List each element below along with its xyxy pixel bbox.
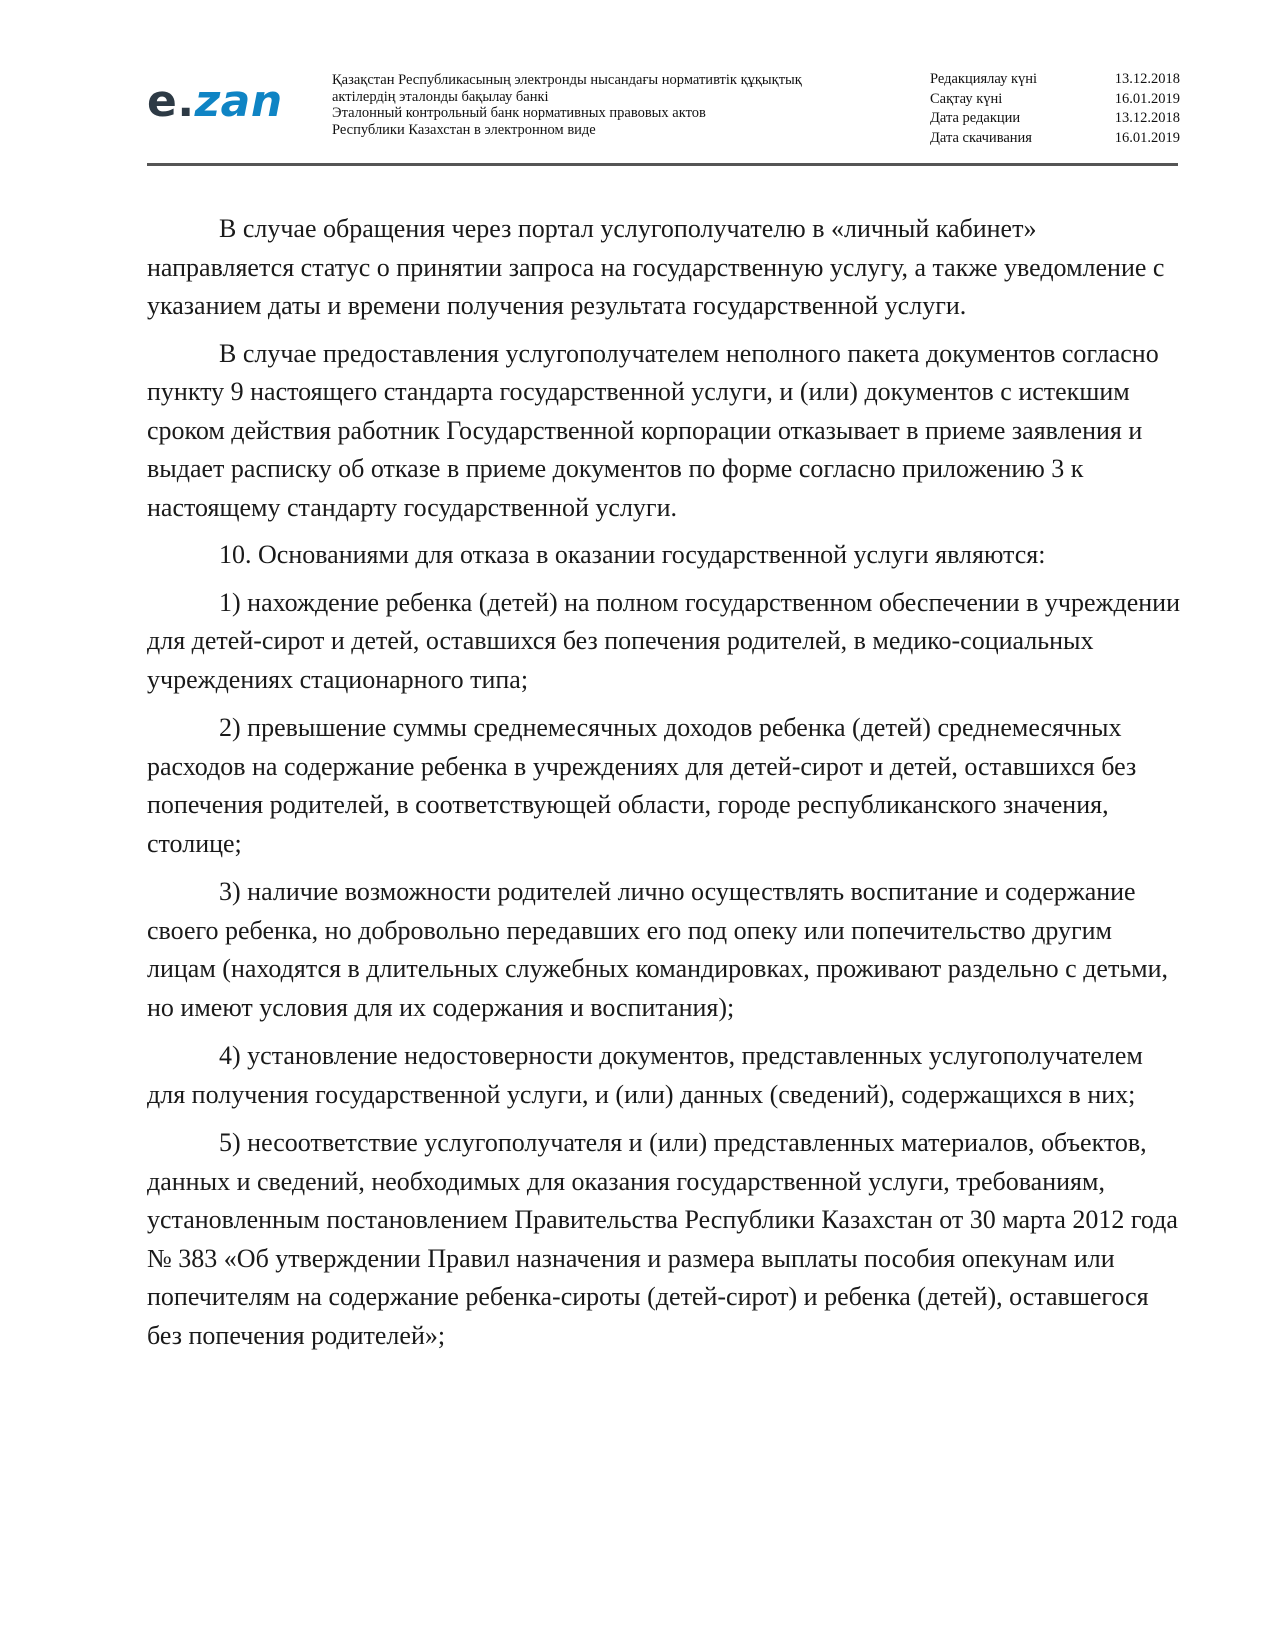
logo-dot: . xyxy=(177,76,195,127)
meta-row-download-date-ru xyxy=(930,129,1180,149)
header-description xyxy=(332,72,892,138)
header-description-line: Эталонный контрольный банк нормативных правовых актов xyxy=(332,105,706,121)
header-description-line: Республики Казахстан в электронном виде xyxy=(332,121,596,138)
meta-value: 13.12.2018 xyxy=(1114,71,1180,87)
header-description-line: актілердің эталонды бақылау банкі xyxy=(332,88,549,105)
meta-label: Дата редакции xyxy=(930,110,1021,126)
body-paragraph: 2) превышение суммы среднемесячных доходов ребенка (детей) среднемесячных расходов на содержание ребенка в учреждениях для детей-сирот и детей, оставшихся без попечения родителей, в соответствующей области, городе республиканского значения, столице; xyxy=(147,713,1137,858)
ezan-logo xyxy=(147,76,283,127)
page-header xyxy=(147,68,1180,164)
body-paragraph: 1) нахождение ребенка (детей) на полном государственном обеспечении в учреждении для детей-сирот и детей, оставшихся без попечения родителей, в медико-социальных учреждениях стационарного типа; xyxy=(147,587,1180,694)
header-meta xyxy=(930,70,1180,148)
logo-part-zan: zan xyxy=(194,76,283,127)
meta-label: Дата скачивания xyxy=(930,129,1032,146)
meta-row-edit-date-kz xyxy=(930,70,1180,90)
body-paragraph: 5) несоответствие услугополучателя и (или) представленных материалов, объектов, данных и сведений, необходимых для оказания государственной услуги, требованиям, установленным постановлением Правительства Республики Казахстан от 30 марта 2012 года № 383 «Об утверждении Правил назначения и размера выплаты пособия опекунам или попечителям на содержание ребенка-сироты (детей-сирот) и ребенка (детей), оставшегося без попечения родителей»; xyxy=(147,1128,1178,1350)
document-body xyxy=(147,210,1182,1355)
body-paragraph: 3) наличие возможности родителей лично осуществлять воспитание и содержание своего ребенка, но добровольно передавших его под опеку или попечительство другим лицам (находятся в длительных служебных командировках, проживают раздельно с детьми, но имеют условия для их содержания и воспитания); xyxy=(147,877,1169,1022)
meta-label: Редакциялау күні xyxy=(930,71,1038,87)
header-description-line: Қазақстан Республикасының электронды нысандағы нормативтік құқықтық xyxy=(332,72,802,88)
body-paragraph: В случае предоставления услугополучателем неполного пакета документов согласно пункту 9 настоящего стандарта государственной услуги, и (или) документов с истекшим сроком действия работник Государственной корпорации отказывает в приеме заявления и выдает расписку об отказе в приеме документов по форме согласно приложению 3 к настоящему стандарту государственной услуги. xyxy=(147,338,1159,522)
body-paragraph: В случае обращения через портал услугополучателю в «личный кабинет» направляется статус о принятии запроса на государственную услугу, а также уведомление с указанием даты и времени получения результата государственной услуги. xyxy=(147,214,1165,320)
meta-value: 13.12.2018 xyxy=(1114,110,1180,126)
meta-value: 16.01.2019 xyxy=(1114,90,1180,107)
meta-row-edit-date-ru xyxy=(930,109,1180,129)
body-paragraph: 4) установление недостоверности документов, представленных услугополучателем для получения государственной услуги, и (или) данных (сведений), содержащихся в них; xyxy=(147,1041,1143,1109)
header-divider xyxy=(147,163,1178,166)
meta-label: Сақтау күні xyxy=(930,90,1003,107)
meta-row-save-date-kz xyxy=(930,90,1180,110)
logo-part-e: e xyxy=(147,76,178,127)
body-paragraph: 10. Основаниями для отказа в оказании государственной услуги являются: xyxy=(219,540,1046,569)
meta-value: 16.01.2019 xyxy=(1114,129,1180,146)
